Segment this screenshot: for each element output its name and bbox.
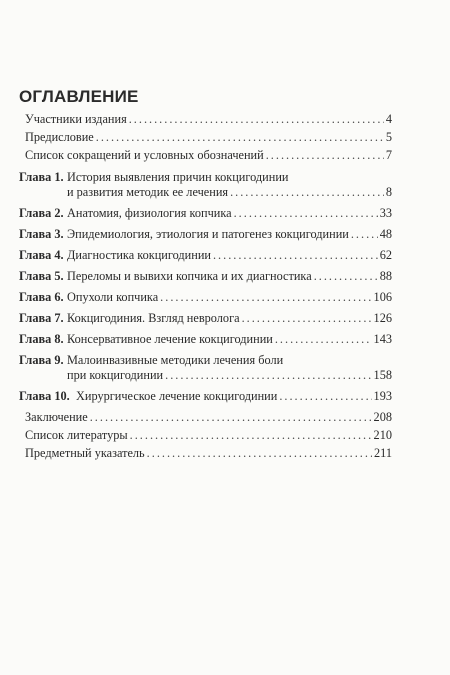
- chapter-label: Глава 8.: [19, 332, 64, 346]
- entry-title-line: Диагностика кокцигодинии: [67, 248, 211, 262]
- entry-title: Список литературы: [25, 428, 128, 442]
- leader-dots: [234, 206, 378, 221]
- chapter-label: Глава 10.: [19, 389, 70, 403]
- entry-title: Участники издания: [25, 112, 127, 126]
- entry-title-line: Малоинвазивные методики лечения боли: [67, 353, 284, 367]
- entry-title: Заключение: [25, 410, 88, 424]
- entry-title-line: при кокцигодинии: [67, 368, 164, 382]
- leader-dots: [130, 428, 372, 443]
- chapter-label: Глава 4.: [19, 248, 64, 262]
- toc-entry-abbreviations: [19, 148, 392, 163]
- chapter-label: Глава 6.: [19, 290, 64, 304]
- chapter-label: Глава 7.: [19, 311, 64, 325]
- page-number: 62: [379, 248, 392, 262]
- page-number: 5: [385, 130, 392, 144]
- table-of-contents: [19, 112, 392, 461]
- entry-title-line: Хирургическое лечение кокцигодинии: [76, 389, 278, 403]
- leader-dots: [351, 227, 378, 242]
- entry-title: Предметный указатель: [25, 446, 145, 460]
- page-number: 208: [373, 410, 392, 424]
- page-number: 211: [374, 446, 392, 460]
- leader-dots: [230, 185, 384, 200]
- toc-entry-references: [19, 428, 392, 443]
- entry-title: Предисловие: [25, 130, 94, 144]
- page-number: 193: [373, 389, 392, 403]
- leader-dots: [242, 311, 372, 326]
- page-number: 7: [385, 148, 392, 162]
- chapter-label: Глава 9.: [19, 353, 64, 367]
- leader-dots: [275, 332, 372, 347]
- toc-entry-chapter-3: [19, 227, 392, 242]
- toc-entry-chapter-7: [19, 311, 392, 326]
- chapter-label: Глава 1.: [19, 170, 64, 184]
- page-number: 8: [385, 185, 392, 199]
- leader-dots: [90, 410, 372, 425]
- toc-entry-chapter-10: [19, 389, 392, 404]
- leader-dots: [213, 248, 378, 263]
- toc-entry-chapter-8: [19, 332, 392, 347]
- leader-dots: [129, 112, 384, 127]
- toc-entry-preface: [19, 130, 392, 145]
- chapter-label: Глава 5.: [19, 269, 64, 283]
- page-number: 158: [373, 368, 392, 382]
- page-number: 106: [373, 290, 392, 304]
- entry-title-line: Переломы и вывихи копчика и их диагностика: [67, 269, 312, 283]
- entry-title-line: Консервативное лечение кокцигодинии: [67, 332, 273, 346]
- entry-title-line: Опухоли копчика: [67, 290, 159, 304]
- toc-entry-conclusion: [19, 410, 392, 425]
- leader-dots: [314, 269, 378, 284]
- entry-title-line: Анатомия, физиология копчика: [67, 206, 232, 220]
- leader-dots: [279, 389, 371, 404]
- toc-entry-chapter-6: [19, 290, 392, 305]
- page-number: 33: [379, 206, 392, 220]
- page-number: 4: [385, 112, 392, 126]
- toc-entry-subject-index: [19, 446, 392, 461]
- entry-title-line: История выявления причин кокцигодинии: [67, 170, 289, 184]
- page-number: 88: [379, 269, 392, 283]
- entry-title-line: Кокцигодиния. Взгляд невролога: [67, 311, 240, 325]
- leader-dots: [165, 368, 371, 383]
- toc-entry-chapter-4: [19, 248, 392, 263]
- leader-dots: [96, 130, 384, 145]
- leader-dots: [266, 148, 384, 163]
- toc-entry-chapter-5: [19, 269, 392, 284]
- entry-title: Список сокращений и условных обозначений: [25, 148, 264, 162]
- leader-dots: [160, 290, 371, 305]
- entry-title-line: Эпидемиология, этиология и патогенез кокцигодинии: [67, 227, 349, 241]
- page-number: 48: [379, 227, 392, 241]
- toc-entry-contributors: [19, 112, 392, 127]
- chapter-label: Глава 3.: [19, 227, 64, 241]
- toc-entry-chapter-1: [19, 170, 392, 200]
- page-number: 143: [373, 332, 392, 346]
- toc-entry-chapter-9: [19, 353, 392, 383]
- chapter-label: Глава 2.: [19, 206, 64, 220]
- entry-title-line: и развития методик ее лечения: [67, 185, 229, 199]
- leader-dots: [147, 446, 372, 461]
- toc-entry-chapter-2: [19, 206, 392, 221]
- page-number: 126: [373, 311, 392, 325]
- toc-title: ОГЛАВЛЕНИЕ: [19, 87, 139, 106]
- page-number: 210: [373, 428, 392, 442]
